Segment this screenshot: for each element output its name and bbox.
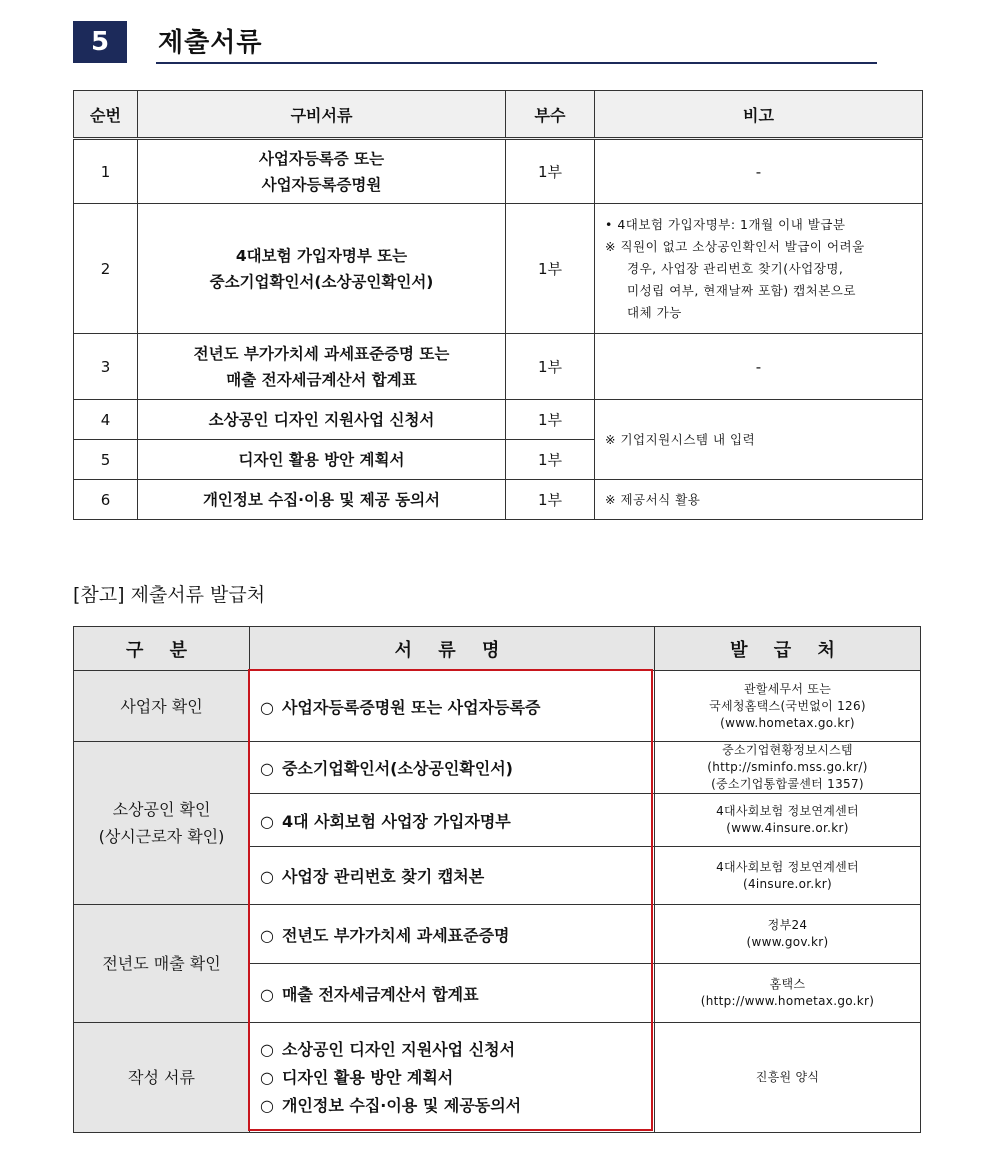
document-line: 사업자등록증명원 [261, 175, 382, 194]
header-remarks: 비고 [595, 91, 923, 139]
table-row [74, 139, 923, 204]
table-row [74, 400, 923, 440]
issuer-line: 국세청홈택스(국번없이 126) [709, 698, 866, 713]
copies: 1부 [506, 139, 595, 204]
document-line: 중소기업확인서(소상공인확인서) [209, 272, 434, 291]
category-cell: 전년도 매출 확인 [74, 905, 250, 1023]
document-line [260, 1064, 654, 1092]
issuer-cell [655, 742, 921, 794]
document-name: 디자인 활용 방안 계획서 [281, 1067, 454, 1087]
section-title: 제출서류 [158, 28, 263, 58]
row-number: 5 [74, 440, 138, 480]
row-number: 6 [74, 480, 138, 520]
issuer-line: (www.hometax.go.kr) [720, 715, 855, 730]
table-row [74, 671, 921, 742]
issuer-line: (www.gov.kr) [746, 935, 829, 949]
document-name: 4대 사회보험 사업장 가입자명부 [281, 811, 511, 831]
category-line: (상시근로자 확인) [98, 827, 225, 846]
category-line: 소상공인 확인 [112, 800, 211, 819]
document-cell [250, 742, 655, 794]
issuer-cell [655, 794, 921, 847]
issuer-line: 4대사회보험 정보연계센터 [716, 804, 859, 818]
section-number: 5 [73, 21, 127, 63]
table-header-row [74, 627, 921, 671]
header-documents: 구비서류 [138, 91, 506, 139]
remark-line: • 4대보험 가입자명부: 1개월 이내 발급분 [605, 216, 846, 232]
circle-bullet-icon: ○ [260, 759, 274, 778]
remark-line: ※ 직원이 없고 소상공인확인서 발급이 어려울 [605, 238, 865, 254]
header-no: 순번 [74, 91, 138, 139]
document-name [138, 334, 506, 400]
document-name: 중소기업확인서(소상공인확인서) [281, 759, 513, 778]
document-name [138, 204, 506, 334]
document-name: 매출 전자세금계산서 합계표 [281, 984, 479, 1004]
issuer-line: 홈택스 [769, 977, 806, 991]
header-document-name: 서 류 명 [250, 627, 655, 671]
document-name: 개인정보 수집·이용 및 제공 동의서 [138, 480, 506, 520]
document-cell [250, 671, 655, 742]
copies: 1부 [506, 334, 595, 400]
copies: 1부 [506, 400, 595, 440]
table-row [74, 480, 923, 520]
circle-bullet-icon: ○ [260, 697, 274, 717]
document-name: 소상공인 디자인 지원사업 신청서 [281, 1039, 516, 1059]
issuer-line: 정부24 [767, 918, 808, 932]
remark: ※ 제공서식 활용 [595, 480, 923, 520]
table-row [74, 742, 921, 794]
remark-line: 미성립 여부, 현재날짜 포함) 캡처본으로 [627, 282, 856, 298]
section-header [73, 18, 877, 66]
issuer-line: 중소기업현황정보시스템 [722, 743, 853, 757]
remark [595, 204, 923, 334]
issuer-cell [655, 847, 921, 905]
copies: 1부 [506, 480, 595, 520]
issuer-line: 4대사회보험 정보연계센터 [716, 859, 859, 874]
copies: 1부 [506, 204, 595, 334]
category-cell: 작성 서류 [74, 1023, 250, 1133]
row-number: 2 [74, 204, 138, 334]
issuer-cell [655, 964, 921, 1023]
document-cell [250, 794, 655, 847]
table-row [74, 905, 921, 964]
table-row [74, 334, 923, 400]
section-underline [156, 62, 877, 64]
circle-bullet-icon: ○ [260, 1067, 274, 1087]
issuer-cell [655, 905, 921, 964]
document-name: 디자인 활용 방안 계획서 [138, 440, 506, 480]
document-line: 4대보험 가입자명부 또는 [235, 246, 408, 265]
header-copies: 부수 [506, 91, 595, 139]
document-name: 사업자등록증명원 또는 사업자등록증 [281, 697, 541, 717]
document-name: 전년도 부가가치세 과세표준증명 [281, 925, 510, 945]
document-line [260, 1092, 654, 1120]
circle-bullet-icon: ○ [260, 867, 274, 886]
header-category: 구 분 [74, 627, 250, 671]
reference-label: [참고] 제출서류 발급처 [73, 584, 266, 606]
issuer-line: (4insure.or.kr) [742, 876, 833, 891]
issuer-line: (http://sminfo.mss.go.kr/) [707, 760, 868, 774]
issuer-line: (중소기업통합콜센터 1357) [711, 777, 864, 791]
document-cell [250, 1023, 655, 1133]
remark: ※ 기업지원시스템 내 입력 [595, 400, 923, 480]
document-name: 사업장 관리번호 찾기 캡처본 [281, 867, 485, 886]
row-number: 4 [74, 400, 138, 440]
document-cell [250, 847, 655, 905]
table-header-row [74, 91, 923, 139]
circle-bullet-icon: ○ [260, 925, 274, 945]
table-row [74, 1023, 921, 1133]
document-name: 소상공인 디자인 지원사업 신청서 [138, 400, 506, 440]
table-row [74, 204, 923, 334]
row-number: 3 [74, 334, 138, 400]
document-cell [250, 905, 655, 964]
document-line: 전년도 부가가치세 과세표준증명 또는 [193, 344, 450, 363]
document-name [138, 139, 506, 204]
circle-bullet-icon: ○ [260, 984, 274, 1004]
circle-bullet-icon: ○ [260, 811, 274, 831]
circle-bullet-icon: ○ [260, 1039, 274, 1059]
issuer-line: 관할세무서 또는 [743, 681, 832, 696]
document-name: 개인정보 수집·이용 및 제공동의서 [281, 1095, 522, 1115]
issuing-office-table [73, 626, 921, 1133]
issuer-cell [655, 671, 921, 742]
document-line [260, 1036, 654, 1064]
remark: - [595, 334, 923, 400]
remark-line: 경우, 사업장 관리번호 찾기(사업장명, [627, 260, 844, 276]
circle-bullet-icon: ○ [260, 1095, 274, 1115]
remark-line: 대체 가능 [627, 304, 682, 320]
required-documents-table [73, 90, 923, 520]
document-cell [250, 964, 655, 1023]
remark: - [595, 139, 923, 204]
header-issuer: 발 급 처 [655, 627, 921, 671]
row-number: 1 [74, 139, 138, 204]
category-cell [74, 742, 250, 905]
issuer-cell: 진흥원 양식 [655, 1023, 921, 1133]
copies: 1부 [506, 440, 595, 480]
issuer-line: (www.4insure.or.kr) [726, 821, 849, 835]
issuer-line: (http://www.hometax.go.kr) [700, 994, 875, 1008]
category-cell: 사업자 확인 [74, 671, 250, 742]
document-line: 매출 전자세금계산서 합계표 [226, 370, 417, 389]
document-line: 사업자등록증 또는 [258, 149, 385, 168]
